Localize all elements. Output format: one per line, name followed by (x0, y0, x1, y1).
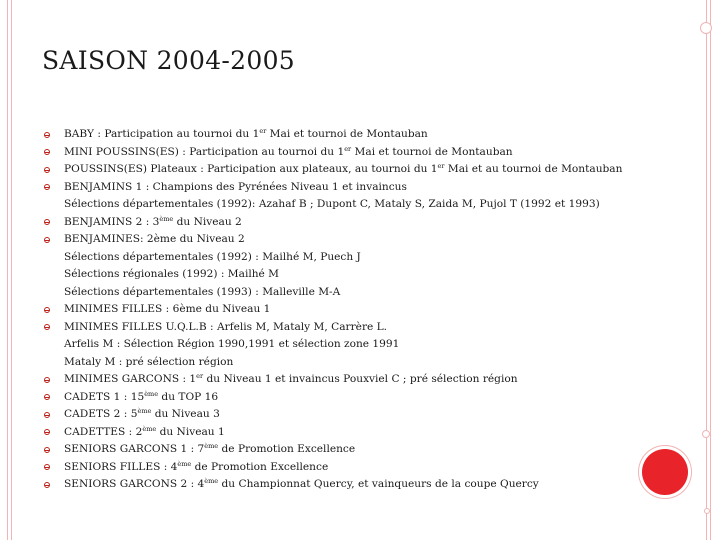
list-item-text: BABY : Participation au tournoi du 1er Mai et tournoi de Montauban (64, 127, 428, 140)
list-item-text: BENJAMINS 1 : Champions des Pyrénées Niveau 1 et invaincus (64, 180, 407, 193)
season-results-list (44, 126, 644, 494)
list-item (44, 389, 644, 407)
bullet-icon (44, 482, 64, 488)
bullet-icon (44, 149, 64, 155)
list-item (44, 371, 644, 389)
list-item-text: CADETS 1 : 15ème du TOP 16 (64, 389, 219, 403)
list-item (44, 214, 644, 232)
list-item (44, 406, 644, 424)
bullet-icon (44, 307, 64, 313)
list-item-text: Mataly M : pré sélection région (64, 355, 234, 368)
list-item-text: SENIORS FILLES : 4ème de Promotion Excellence (64, 459, 329, 473)
list-item (44, 179, 644, 197)
list-item (44, 144, 644, 162)
list-item (44, 319, 644, 337)
bullet-icon (44, 412, 64, 418)
decor-dot-small-mid (702, 430, 710, 438)
bullet-icon (44, 447, 64, 453)
frame-line-right-inner (706, 0, 707, 540)
frame-line-left-outer (7, 0, 8, 540)
list-item (44, 231, 644, 249)
list-item-text: Sélections départementales (1992) : Mailhé M, Puech J (64, 250, 361, 263)
list-item (44, 249, 644, 267)
list-item (44, 196, 644, 214)
list-item-text: POUSSINS(ES) Plateaux : Participation aux plateaux, au tournoi du 1er Mai et au tournoi de Montauban (64, 162, 623, 175)
list-item (44, 284, 644, 302)
bullet-icon (44, 219, 64, 225)
list-item-text: MINIMES FILLES : 6ème du Niveau 1 (64, 303, 271, 315)
bullet-icon (44, 132, 64, 138)
bullet-icon (44, 377, 64, 383)
list-item-text: MINIMES GARCONS : 1er du Niveau 1 et invaincus Pouxviel C ; pré sélection région (64, 372, 518, 385)
list-item (44, 161, 644, 179)
bullet-icon (44, 464, 64, 470)
list-item-text: MINI POUSSINS(ES) : Participation au tournoi du 1er Mai et tournoi de Montauban (64, 144, 513, 158)
bullet-icon (44, 167, 64, 173)
decor-dot-large (642, 449, 688, 495)
list-item (44, 126, 644, 144)
slide-title: SAISON 2004-2005 (42, 46, 295, 75)
list-item-text: Sélections départementales (1993) : Malleville M-A (64, 285, 341, 298)
list-item-text: SENIORS GARCONS 2 : 4ème du Championnat Quercy, et vainqueurs de la coupe Quercy (64, 477, 539, 490)
bullet-icon (44, 394, 64, 400)
list-item-text: Sélections départementales (1992): Azahaf B ; Dupont C, Mataly S, Zaida M, Pujol T (1992 et 1993) (64, 198, 600, 210)
list-item-text: BENJAMINES: 2ème du Niveau 2 (64, 233, 245, 245)
list-item-text: SENIORS GARCONS 1 : 7ème de Promotion Excellence (64, 442, 356, 455)
frame-line-left-inner (11, 0, 12, 540)
list-item (44, 459, 644, 477)
decor-dot-small-top (700, 22, 712, 34)
bullet-icon (44, 237, 64, 243)
bullet-icon (44, 324, 64, 330)
list-item (44, 301, 644, 319)
list-item-text: MINIMES FILLES U.Q.L.B : Arfelis M, Mataly M, Carrère L. (64, 320, 388, 333)
list-item-text: CADETTES : 2ème du Niveau 1 (64, 424, 225, 438)
list-item (44, 354, 644, 372)
list-item-text: BENJAMINS 2 : 3ème du Niveau 2 (64, 214, 242, 228)
decor-dot-small-bottom (704, 508, 710, 514)
list-item (44, 441, 644, 459)
list-item (44, 336, 644, 354)
list-item (44, 266, 644, 284)
list-item-text: Sélections régionales (1992) : Mailhé M (64, 268, 280, 280)
list-item (44, 476, 644, 494)
list-item-text: Arfelis M : Sélection Région 1990,1991 et sélection zone 1991 (64, 338, 400, 350)
bullet-icon (44, 429, 64, 435)
frame-line-right-outer (710, 0, 711, 540)
list-item (44, 424, 644, 442)
bullet-icon (44, 184, 64, 190)
list-item-text: CADETS 2 : 5ème du Niveau 3 (64, 407, 220, 420)
